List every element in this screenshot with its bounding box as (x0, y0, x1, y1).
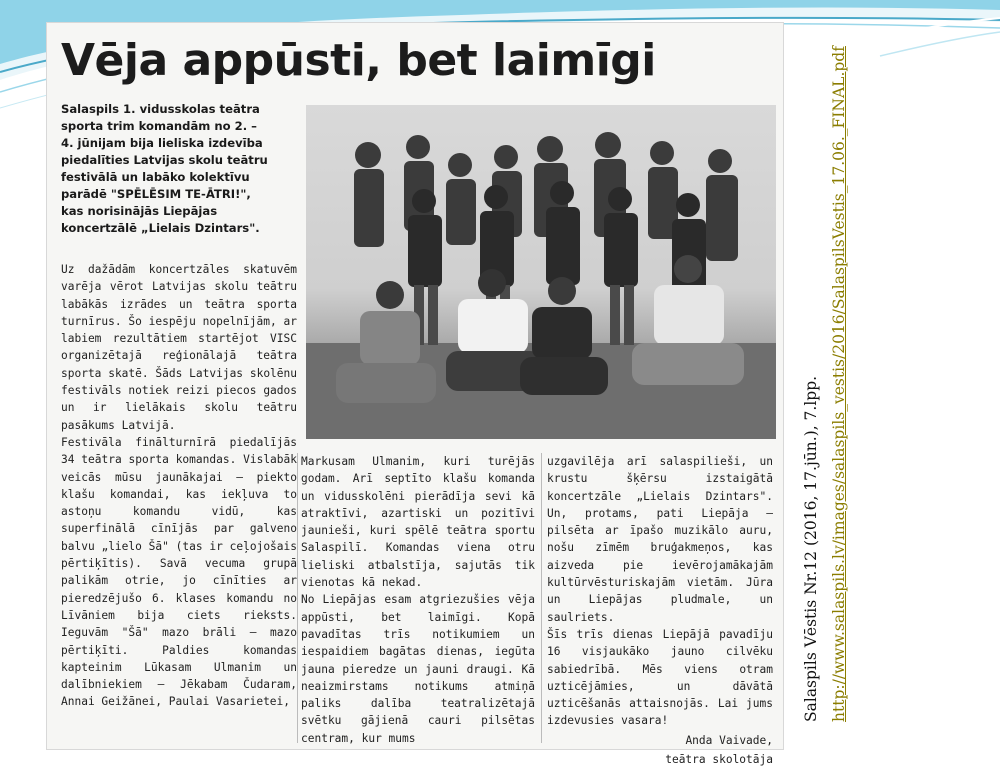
article-column-2 (301, 453, 535, 747)
source-note (800, 46, 850, 722)
column-divider (297, 453, 298, 743)
newspaper-clipping (46, 22, 784, 767)
article-paragraph: Festivāla finālturnīrā piedalījās 34 teātra sporta komandas. Vislabāk veicās mūsu jaunākajai – piekto klašu komandai, kas iekļuva to astoņu komandu vidū, kas superfinālā cīnījās par galveno balvu „lielo Šā" (tas ir ceļojošais pērtiķītis). Savā vecuma grupā palikām otrie, jo cīnīties ar pieredzējušo 6. klases komandu no Līvāniem bija ciets rieksts. Ieguvām "Šā" mazo brāli – mazo pērtiķīti. Paldies komandas kapteinim Lūkasam Ulmanim un dalībniekiem – Jēkabam Čudaram, Annai Geižānei, Paulai Vasarietei, (61, 435, 297, 709)
lead-line: parādē "SPĒLĒSIM TE-ĀTRI!", (61, 187, 251, 201)
article-paragraph: No Liepājas esam atgriezušies vēja appūsti, bet laimīgi. Kopā pavadītas trīs notikumiem un iespaidiem bagātas dienas, iegūta jauna pieredze un jauni draugi. Kā neaizmirstams notikums atmiņā paliks dalība teatralizētajā svētku gājienā cauri pilsētas centram, kur mums (301, 593, 535, 745)
lead-line: Salaspils 1. vidusskolas teātra (61, 102, 260, 116)
lead-line: festivālā un labāko kolektīvu (61, 170, 250, 184)
article-paragraph: uzgavilēja arī salaspilieši, un krustu šķērsu izstaigātā koncertzāle „Lielais Dzintars". Un, protams, pati Liepāja – pilsēta ar īpašo muzikālo auru, nošu zīmēm bruģakmeņos, kas aizveda pie ievērojamākajām kultūrvēsturiskajām vietām. Jūra un Liepājas pludmale, un saulriets. (547, 455, 773, 624)
article-headline: Vēja appūsti, bet laimīgi (61, 35, 656, 86)
article-paragraph: Uz dažādām koncertzāles skatuvēm varēja vērot Latvijas skolu teātru labākās izrādes un teātra sporta turnīrus. Šo iespēju nopelnījām, ar labiem rezultātiem startējot VISC organizētajā reģionālajā teātra sporta skatē. Šāds Latvijas skolēnu festivāls notiek reizi piecos gados un ir lielākais skolu teātru pasākums Latvijā. (61, 263, 297, 432)
article-paragraph: Markusam Ulmanim, kuri turējās godam. Arī septīto klašu komanda un vidusskolēni pierādīja sevi kā atraktīvi, azartiski un pozitīvi jaunieši, kuri spēlē teātra sportu Salaspilī. Komandas viena otru lieliski atbalstīja, sajutās tik vienotas kā nekad. (301, 455, 535, 590)
lead-line: kas norisinājās Liepājas (61, 204, 218, 218)
group-photo (306, 105, 776, 439)
lead-line: koncertzālē „Lielais Dzintars". (61, 221, 260, 235)
source-citation: Salaspils Vēstis Nr.12 (2016, 17.jūn.), 7.lpp. (802, 375, 820, 722)
lead-line: piedalīties Latvijas skolu teātru (61, 153, 268, 167)
group-photo-illustration (306, 105, 776, 439)
article-paragraph: Šīs trīs dienas Liepājā pavadīju 16 visjaukāko jauno cilvēku sabiedrībā. Mēs viens otram uzticējāmies, un dāvātā uzticēšanās attaisnojās. Lai jums izdevusies vasara! (547, 627, 773, 728)
author-name: Anda Vaivade, (685, 733, 773, 747)
lead-line: 4. jūnijam bija lieliska izdevība (61, 136, 263, 150)
article-column-3 (547, 453, 773, 768)
source-link[interactable]: http://www.salaspils.lv/images/salaspils_vestis/2016/SalaspilsVestis_17.06._FINAL.pdf (830, 46, 848, 722)
column-divider (541, 453, 542, 743)
article-column-1 (61, 261, 297, 711)
lead-line: sporta trim komandām no 2. – (61, 119, 257, 133)
author-role: teātra skolotāja (665, 753, 773, 767)
article-lead (61, 101, 297, 237)
